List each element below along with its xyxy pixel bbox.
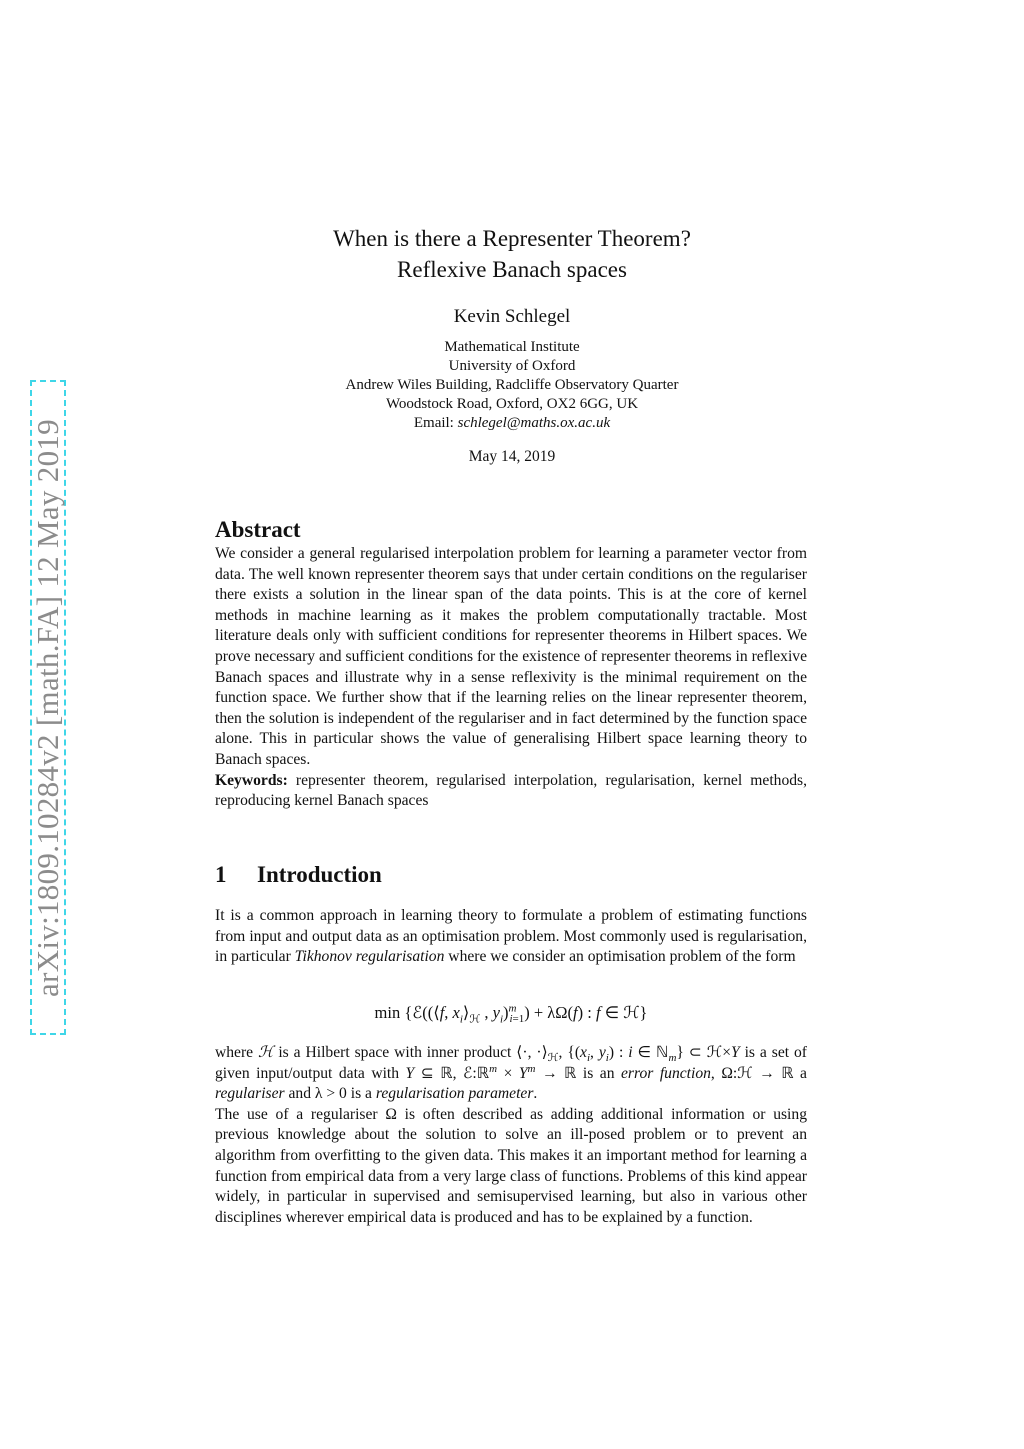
- emphasis-error-function: error function: [620, 1064, 711, 1082]
- optimisation-equation: min {ℰ((⟨f, $x_i⟩_ℋ$ , $y_i)^m_{i=1}) + \lambda\Omega(f)$ : f ∈ ℋ}: [374, 1002, 648, 1026]
- email-address[interactable]: schlegel@maths.ox.ac.uk: [457, 415, 611, 431]
- affiliation-email-line: [0, 414, 1024, 433]
- intro-text-continued: where we consider an optimisation problem of the form: [444, 948, 796, 966]
- intro-paragraph-2: where ℋ is a Hilbert space with inner product ⟨·, $\cdot⟩_ℋ$, {($x_i$, $y_i$) : i ∈ ℕ$_m$} ⊂ ℋ×Y is a set of given input/output data with Y ⊆ ℝ, ℰ:ℝ$^m$ × $Y^m$ → ℝ is an error function, Ω:ℋ → ℝ a regulariser and λ > 0 is a regularisation parameter. The use of a regulariser Ω is often described as adding additional information or using previous knowledge about the solution to solve an ill-posed problem or to prevent an algorithm from overfitting to the given data. This makes it an important method for learning a function from empirical data from a very large class of functions. Problems of this kind appear widely, in particular in supervised and semisupervised learning, but also in various other disciplines wherever empirical data is produced and has to be explained by a function.: [215, 1044, 807, 1226]
- arxiv-identifier: arXiv:1809.10284v2 [math.FA] 12 May 2019: [30, 418, 65, 997]
- author-name: Kevin Schlegel: [453, 306, 571, 327]
- emphasis-tikhonov: Tikhonov regularisation: [294, 948, 445, 966]
- abstract-body: [215, 544, 807, 812]
- section-number: 1: [215, 862, 227, 887]
- intro-text: It is a common approach in learning theory to formulate a problem of estimating functions from input and output data as an optimisation problem. Most commonly used is regularisation, in particular: [215, 907, 807, 966]
- intro-paragraph-3: The use of a regulariser Ω is often described as adding additional information or using previous knowledge about the solution to solve an ill-posed problem or to prevent an algorithm from overfitting to the given data. This makes it an important method for learning a function from empirical data from a very large class of functions. Problems of this kind appear widely, in particular in supervised and semisupervised learning, but also in various other disciplines wherever empirical data is produced and has to be explained by a function.: [215, 1105, 807, 1226]
- affiliation-line-3: Andrew Wiles Building, Radcliffe Observatory Quarter: [345, 377, 679, 393]
- email-label: Email:: [413, 415, 454, 431]
- emphasis-regularisation-parameter: regularisation parameter: [375, 1085, 534, 1103]
- keywords-label: Keywords:: [215, 771, 288, 789]
- abstract-text: We consider a general regularised interpolation problem for learning a parameter vector from data. The well known representer theorem says that under certain conditions on the regulariser there exists a solution in the linear span of the data points. This is at the core of kernel methods in machine learning as it makes the problem computationally tractable. Most literature deals only with sufficient conditions for representer theorems in Hilbert spaces. We prove necessary and sufficient conditions for the existence of representer theorems in reflexive Banach spaces and illustrate why in a sense reflexivity is the minimal requirement on the function space. We further show that if the learning relies on the linear representer theorem, then the solution is independent of the regulariser and in fact determined by the function space alone. This in particular shows the value of generalising Hilbert space learning theory to Banach spaces.: [215, 545, 807, 768]
- emphasis-regulariser: regulariser: [215, 1085, 285, 1103]
- arxiv-identifier-stamp[interactable]: [30, 380, 66, 1035]
- text-is-a: is a: [346, 1085, 376, 1103]
- section-heading-introduction: [215, 862, 807, 888]
- text-set: is a set of given input/output data with: [215, 1044, 807, 1082]
- text-hilbert: is a Hilbert space with inner product: [273, 1044, 517, 1061]
- text-where: where: [215, 1044, 259, 1061]
- paper-date: May 14, 2019: [468, 448, 556, 465]
- paper-title-line-1: When is there a Representer Theorem?: [333, 226, 691, 251]
- text-and: and: [284, 1085, 315, 1103]
- abstract-heading: Abstract: [215, 517, 301, 542]
- intro-paragraph-1: [215, 906, 807, 968]
- paper-title-line-2: Reflexive Banach spaces: [397, 257, 627, 282]
- keywords-text: representer theorem, regularised interpolation, regularisation, kernel methods, reproducing kernel Banach spaces: [215, 771, 808, 810]
- affiliation-line-1: Mathematical Institute: [444, 339, 580, 355]
- text-is-an: is an: [576, 1064, 621, 1082]
- affiliation-line-2: University of Oxford: [448, 358, 576, 374]
- text-a: a: [793, 1064, 807, 1082]
- affiliation-line-4: Woodstock Road, Oxford, OX2 6GG, UK: [385, 396, 639, 412]
- section-title: Introduction: [257, 862, 382, 887]
